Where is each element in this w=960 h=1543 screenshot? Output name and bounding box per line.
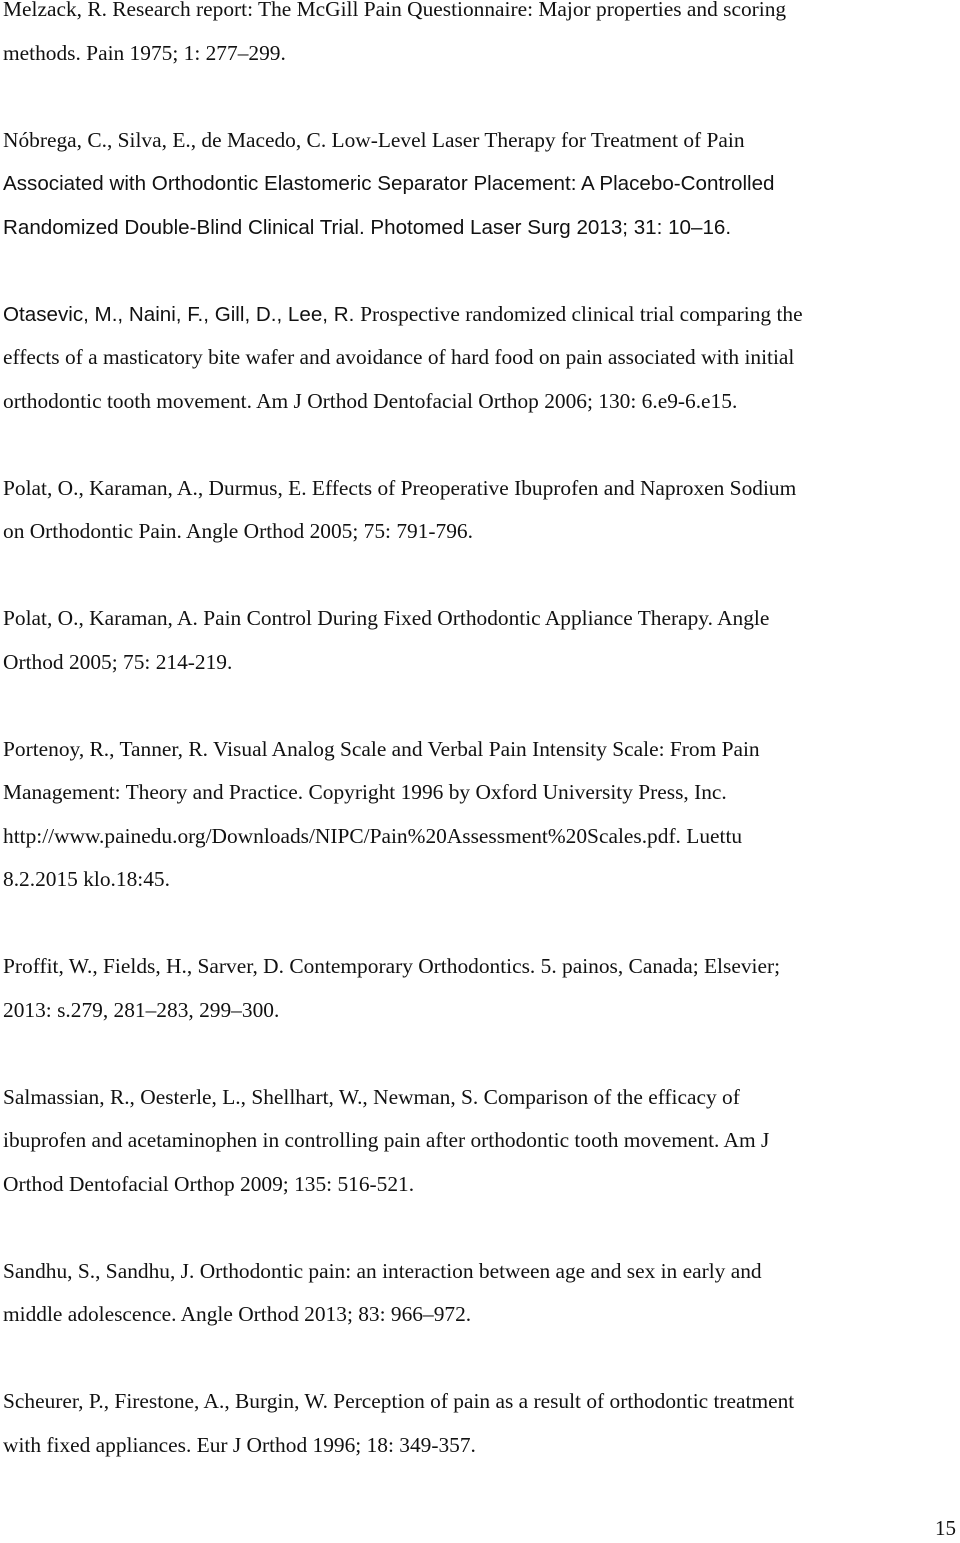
reference-text: with fixed appliances. Eur J Orthod 1996; 18: 349-357. — [3, 1432, 476, 1457]
reference-line — [3, 945, 948, 989]
reference-text: Polat, O., Karaman, A. Pain Control During Fixed Orthodontic Appliance Therapy. Angle — [3, 606, 770, 630]
reference-line — [3, 510, 948, 554]
reference-entry — [3, 293, 948, 424]
reference-text: Sandhu, S., Sandhu, J. Orthodontic pain: an interaction between age and sex in early and — [3, 1258, 762, 1283]
reference-text: orthodontic tooth movement. Am J Orthod Dentofacial Orthop 2006; 130: 6.e9-6.e15. — [3, 388, 738, 413]
reference-entry — [3, 119, 948, 250]
reference-text: ibuprofen and acetaminophen in controlling pain after orthodontic tooth movement. Am J — [3, 1128, 770, 1152]
reference-text: Randomized Double-Blind Clinical Trial. Photomed Laser Surg 2013; 31: 10–16. — [3, 215, 732, 239]
reference-text: Orthod 2005; 75: 214-219. — [3, 649, 233, 674]
reference-line — [3, 1250, 948, 1294]
reference-line — [3, 815, 948, 859]
reference-line — [3, 380, 948, 424]
reference-text: 8.2.2015 klo.18:45. — [3, 867, 170, 891]
reference-entry — [3, 467, 948, 554]
reference-entry — [3, 1076, 948, 1207]
reference-line — [3, 641, 948, 685]
reference-line — [3, 597, 948, 641]
reference-entry — [3, 1250, 948, 1337]
reference-text: effects of a masticatory bite wafer and avoidance of hard food on pain associated with initial — [3, 345, 795, 369]
reference-text: Polat, O., Karaman, A., Durmus, E. Effects of Preoperative Ibuprofen and Naproxen Sodium — [3, 475, 797, 500]
reference-text: Nóbrega, C., Silva, E., de Macedo, C. — [3, 127, 332, 152]
reference-text: Low-Level Laser Therapy for Treatment of Pain — [331, 127, 745, 152]
reference-line — [3, 206, 948, 250]
reference-text: on Orthodontic Pain. Angle Orthod 2005; 75: 791-796. — [3, 519, 473, 543]
reference-text: Salmassian, R., Oesterle, L., Shellhart, W., Newman, S. Comparison of the efficacy of — [3, 1084, 740, 1109]
reference-entry — [3, 0, 948, 75]
reference-line — [3, 293, 948, 337]
reference-line — [3, 1293, 948, 1337]
reference-text: Portenoy, R., Tanner, R. Visual Analog Scale and Verbal Pain Intensity Scale: From Pain — [3, 736, 760, 761]
reference-text: middle adolescence. Angle Orthod 2013; 83: 966–972. — [3, 1302, 472, 1326]
reference-entry — [3, 1380, 948, 1467]
reference-line — [3, 1119, 948, 1163]
reference-text: 2013: s.279, 281–283, 299–300. — [3, 997, 280, 1022]
reference-entry — [3, 945, 948, 1032]
reference-line — [3, 728, 948, 772]
reference-line — [3, 1424, 948, 1468]
reference-line — [3, 1380, 948, 1424]
reference-line — [3, 1163, 948, 1207]
reference-line — [3, 467, 948, 511]
reference-text: Prospective randomized clinical trial comparing the — [360, 301, 803, 326]
reference-list — [3, 0, 948, 1511]
reference-entry — [3, 597, 948, 684]
reference-line — [3, 1076, 948, 1120]
reference-text: Orthod Dentofacial Orthop 2009; 135: 516-521. — [3, 1171, 415, 1196]
reference-line — [3, 162, 948, 206]
reference-line — [3, 336, 948, 380]
reference-line — [3, 119, 948, 163]
reference-text: Scheurer, P., Firestone, A., Burgin, W. Perception of pain as a result of orthodontic treatment — [3, 1389, 795, 1413]
reference-text: Management: Theory and Practice. Copyright 1996 by Oxford University Press, Inc. — [3, 780, 727, 804]
page-number: 15 — [935, 1516, 956, 1540]
reference-text: http://www.painedu.org/Downloads/NIPC/Pain%20Assessment%20Scales.pdf. Luettu — [3, 823, 743, 848]
reference-line — [3, 858, 948, 902]
reference-text: Proffit, W., Fields, H., Sarver, D. Contemporary Orthodontics. 5. painos, Canada; Elsevier; — [3, 954, 781, 978]
reference-text: Associated with Orthodontic Elastomeric Separator Placement: A Placebo-Controlled — [3, 172, 775, 195]
reference-text: methods. Pain 1975; 1: 277–299. — [3, 40, 286, 65]
reference-line — [3, 0, 948, 32]
reference-text: Melzack, R. Research report: The McGill Pain Questionnaire: Major properties and scoring — [3, 0, 787, 21]
reference-line — [3, 32, 948, 76]
reference-line — [3, 771, 948, 815]
reference-entry — [3, 728, 948, 902]
reference-text: Otasevic, M., Naini, F., Gill, D., Lee, R. — [3, 302, 361, 326]
reference-line — [3, 989, 948, 1033]
